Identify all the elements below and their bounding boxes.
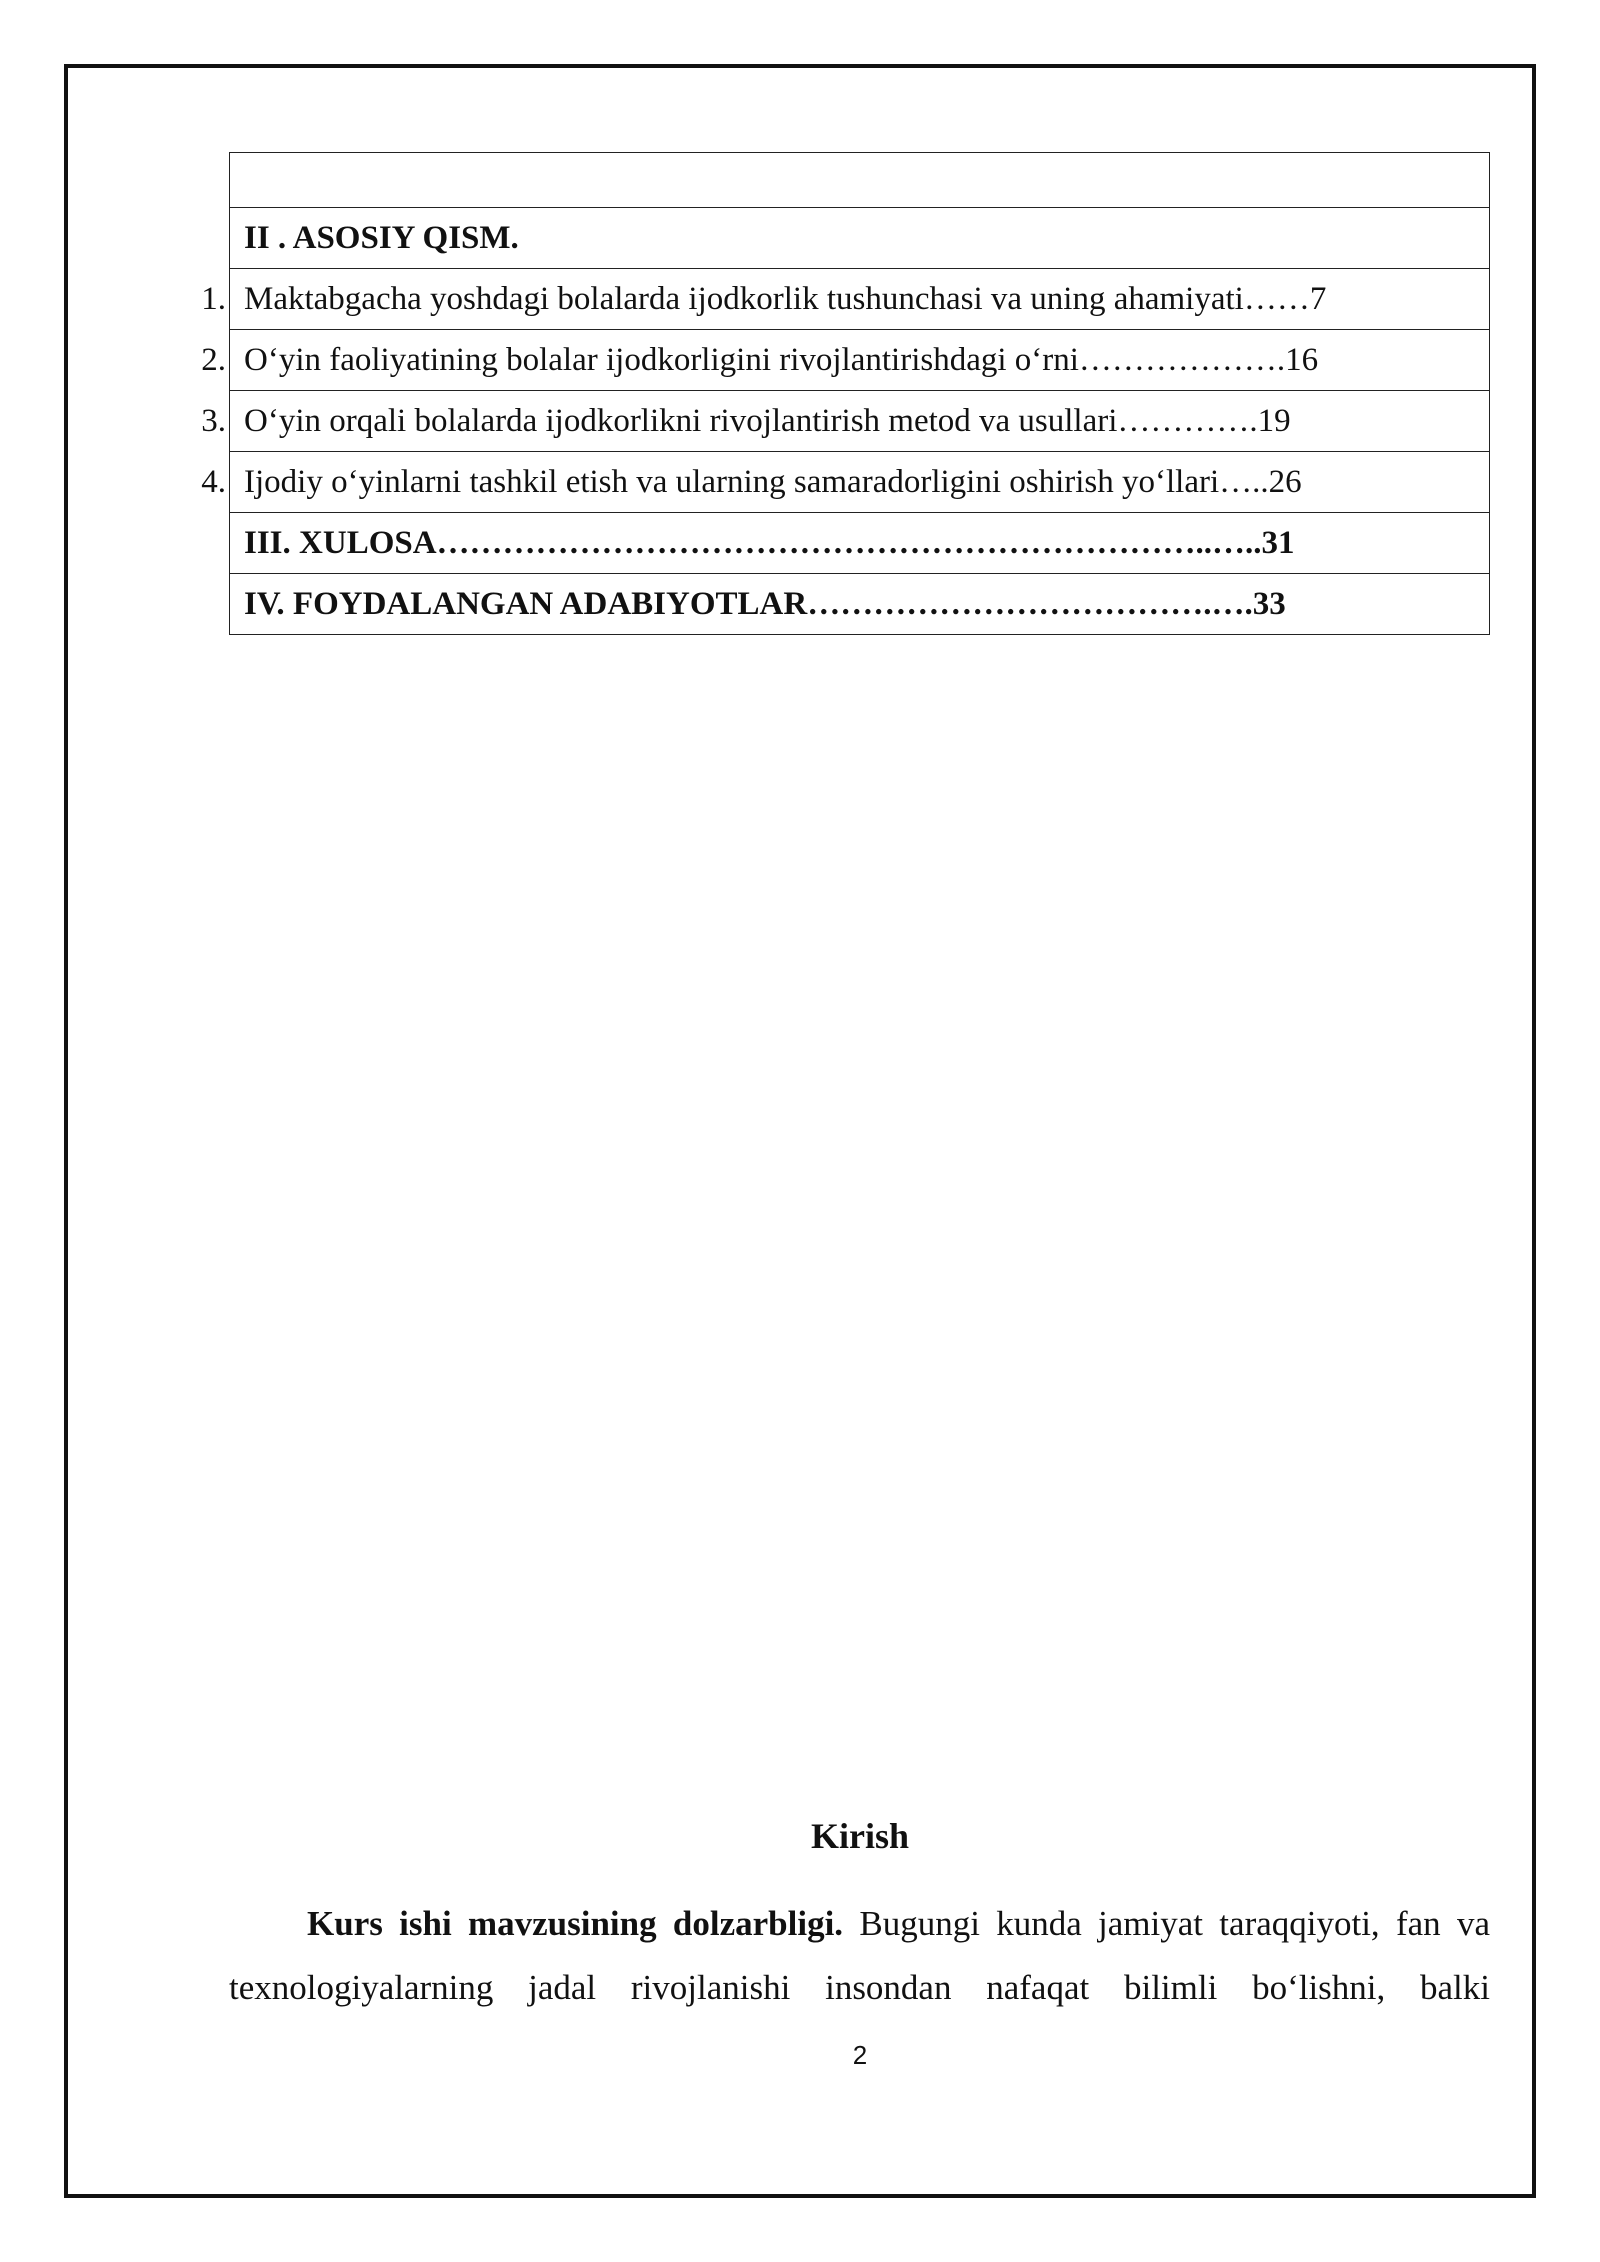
toc-row: [230, 391, 1490, 452]
toc-table: [201, 152, 1490, 635]
toc-item-text: Ijodiy o‘yinlarni tashkil etish va ularning samaradorligini oshirish yo‘llari…..26: [244, 464, 1302, 500]
toc-item-number: 2.: [201, 342, 226, 378]
intro-paragraph: [229, 1892, 1490, 2020]
toc-item-text: Maktabgacha yoshdagi bolalarda ijodkorlik tushunchasi va uning ahamiyati……7: [244, 281, 1327, 317]
toc-row: [230, 513, 1490, 574]
toc-cell: [201, 330, 1490, 391]
toc-row: [230, 574, 1490, 635]
paragraph-lead: Kurs ishi mavzusining dolzarbligi.: [307, 1904, 844, 1943]
toc-cell: [230, 574, 1490, 635]
toc-cell: [201, 391, 1490, 452]
paragraph-line-1-text: Bugungi kunda jamiyat taraqqiyoti, fan va: [843, 1904, 1490, 1943]
toc-item-number: 3.: [201, 403, 226, 439]
toc-cell: [230, 153, 1490, 208]
paragraph-line-1: [229, 1892, 1490, 1956]
section-heading: Kirish: [810, 1816, 909, 1856]
page-number: 2: [852, 2040, 868, 2070]
toc-cell: [201, 452, 1490, 513]
toc-row: [230, 153, 1490, 208]
toc-item-text: III. XULOSA……………………………………………………………..…..31: [244, 525, 1295, 561]
paragraph-line-2: texnologiyalarning jadal rivojlanishi insondan nafaqat bilimli bo‘lishni, balki: [229, 1968, 1490, 2007]
toc-item-text: O‘yin orqali bolalarda ijodkorlikni rivojlantirish metod va usullari………….19: [244, 403, 1291, 439]
toc-cell: [230, 513, 1490, 574]
toc-item-number: 1.: [201, 281, 226, 317]
toc-item-text: IV. FOYDALANGAN ADABIYOTLAR……………………………….….33: [244, 586, 1286, 622]
toc-row: [230, 330, 1490, 391]
toc-item-text: O‘yin faoliyatining bolalar ijodkorligini rivojlantirishdagi o‘rni……………….16: [244, 342, 1319, 378]
toc-item-number: 4.: [201, 464, 226, 500]
toc-row: [230, 269, 1490, 330]
toc-cell: [230, 208, 1490, 269]
toc-row: [230, 208, 1490, 269]
toc-cell: [201, 269, 1490, 330]
toc-item-text: II . ASOSIY QISM.: [244, 220, 519, 256]
table-of-contents: [201, 152, 1490, 635]
toc-row: [230, 452, 1490, 513]
